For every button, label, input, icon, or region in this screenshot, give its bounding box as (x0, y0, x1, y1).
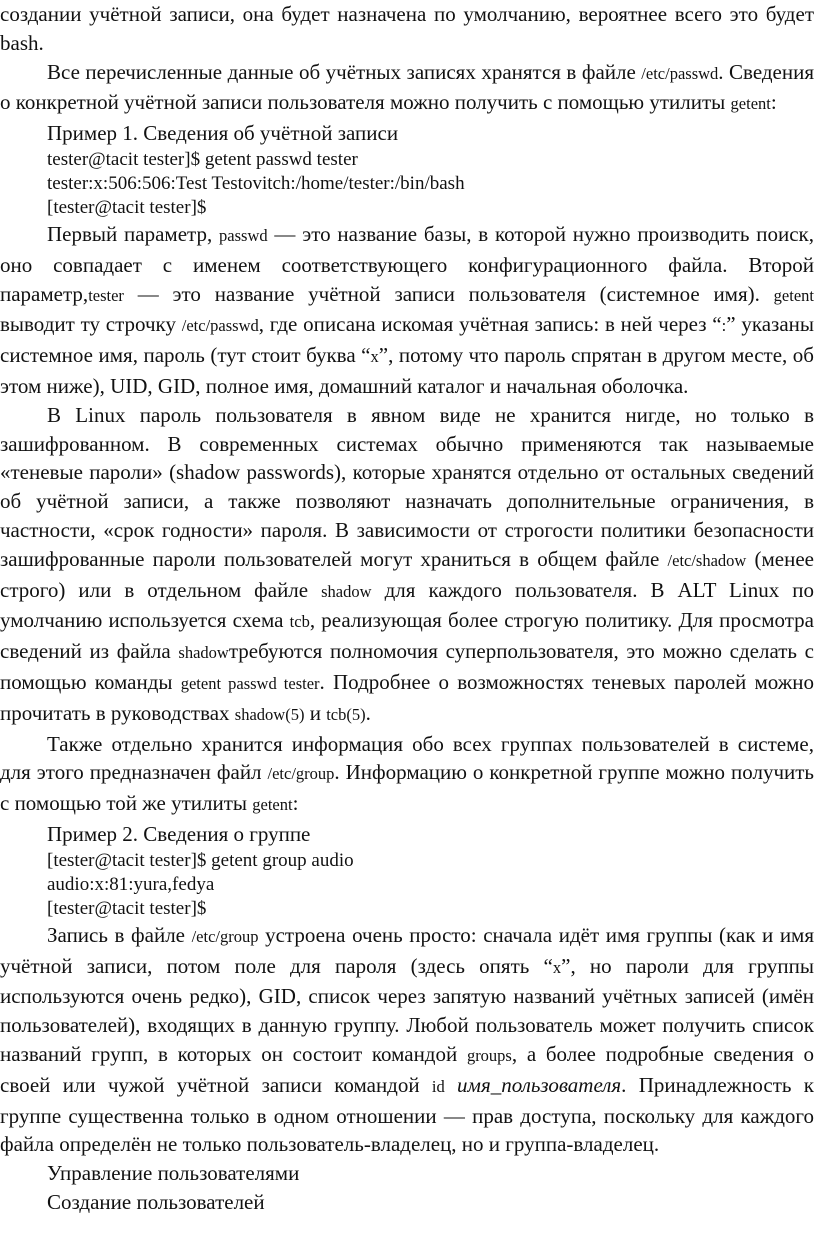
paragraph-groups (0, 730, 814, 820)
paragraph-passwd-file (0, 58, 814, 120)
text: ” указаны системное имя, пароль (тут стоит буква “ (0, 312, 814, 368)
example2-title: Пример 2. Сведения о группе (47, 821, 311, 846)
code-term: x (370, 347, 379, 367)
code-term: groups (466, 1045, 512, 1065)
text: . Принадлежность к группе существенна только в одном отношении — прав доступа, поскольку для каждого файла определён не только пользователь-владелец, но и группа-владелец. (0, 1072, 815, 1157)
code-term: tcb(5) (326, 704, 366, 724)
code-term: /etc/passwd (641, 63, 719, 83)
text: Все перечисленные данные об учётных записях хранятся в файле (47, 59, 642, 84)
paragraph-getent-explanation (0, 220, 814, 401)
code-term: id (431, 1076, 445, 1096)
code-term: : (721, 316, 727, 336)
code-term: tcb (289, 612, 310, 632)
text: . Сведения о конкретной учётной записи пользователя можно получить с помощью утилиты (0, 59, 815, 115)
intro-text: создании учётной записи, она будет назначена по умолчанию, вероятнее всего это будет bash. (0, 2, 814, 55)
code-term: getent passwd tester (180, 673, 320, 693)
example2-line: [tester@tacit tester]$ (47, 897, 207, 919)
text: (менее строго) или в отдельном файле (0, 546, 815, 602)
example2-line: [tester@tacit tester]$ getent group audio (47, 849, 354, 871)
text: — это название учётной записи пользователя (системное имя). (123, 281, 774, 306)
text: Запись в файле (47, 922, 192, 947)
text: Первый параметр, (47, 221, 220, 246)
code-term: getent (252, 795, 293, 815)
code-term: shadow(5) (234, 704, 305, 724)
example1-line: [tester@tacit tester]$ (47, 196, 207, 218)
example2-line: audio:x:81:yura,fedya (47, 873, 215, 895)
subsection-heading: Создание пользователей (47, 1189, 265, 1214)
code-term: x (552, 957, 562, 977)
text: , а более подробные сведения о своей или чужой учётной записи командой (0, 1041, 814, 1097)
example1-line: tester@tacit tester]$ getent passwd tester (47, 148, 358, 170)
text: , где описана искомая учётная запись: в ней через “ (258, 312, 722, 337)
text: и (304, 700, 327, 725)
code-term: /etc/group (191, 926, 259, 946)
code-term: getent (730, 94, 771, 114)
text: : (770, 90, 777, 115)
code-term: passwd (219, 225, 268, 245)
code-term: shadow (321, 581, 372, 601)
text: . Подробнее о возможностях теневых паролей можно прочитать в руководствах (0, 669, 814, 725)
italic-term: имя_пользователя (457, 1072, 622, 1097)
code-term: /etc/shadow (667, 550, 747, 570)
paragraph-intro (0, 0, 814, 58)
text: для каждого пользователя. В ALT Linux по умолчанию используется схема (0, 577, 814, 633)
code-term: /etc/passwd (181, 316, 259, 336)
text: В Linux пароль пользователя в явном виде не хранится нигде, но только в зашифрованном. В современных системах обычно применяются так называемые «теневые пароли» (shadow passwords), которые хранятся отдельно от остальных сведений об учётной записи, а также позволяют назначать дополнительные ограничения, в частности, «срок годности» пароля. В зависимости от строгости политики безопасности зашифрованные пароли пользователей могут храниться в общем файле (0, 402, 814, 571)
text: устроена очень просто: сначала идёт имя группы (как и имя учётной записи, потом поле для пароля (здесь опять “ (0, 922, 815, 978)
text: Также отдельно хранится информация обо всех группах пользователей в системе, для этого предназначен файл (0, 731, 814, 785)
example1-line: tester:x:506:506:Test Testovitch:/home/tester:/bin/bash (47, 172, 465, 194)
text: . Информацию о конкретной группе можно получить с помощью той же утилиты (0, 760, 814, 816)
text: выводит ту строчку (0, 312, 182, 337)
code-term: getent (773, 285, 814, 305)
paragraph-shadow-passwords (0, 401, 814, 730)
code-term: tester (88, 285, 124, 305)
code-term: /etc/group (267, 764, 335, 784)
text: : (292, 791, 299, 816)
text: . (365, 700, 371, 725)
text: требуются полномочия суперпользователя, это можно сделать с помощью команды (0, 639, 814, 694)
text: — это название базы, в которой нужно производить поиск, оно совпадает с именем соответствующего конфигурационного файла. Второй параметр, (0, 221, 814, 306)
text: , реализующая более строгую политику. Для просмотра сведений из файла (0, 608, 814, 664)
text: ”, потому что пароль спрятан в другом месте, об этом ниже), UID, GID, полное имя, домашний каталог и начальная оболочка. (0, 343, 814, 398)
paragraph-group-file (0, 921, 814, 1159)
code-term: shadow (178, 643, 229, 663)
example1-title: Пример 1. Сведения об учётной записи (47, 121, 399, 146)
text: ”, но пароли для группы используются очень редко), GID, список через запятую названий учётных записей (имён пользователей), входящих в данную группу. Любой пользователь может получить список названий групп, в которых он состоит командой (0, 953, 814, 1066)
section-heading: Управление пользователями (47, 1161, 300, 1186)
